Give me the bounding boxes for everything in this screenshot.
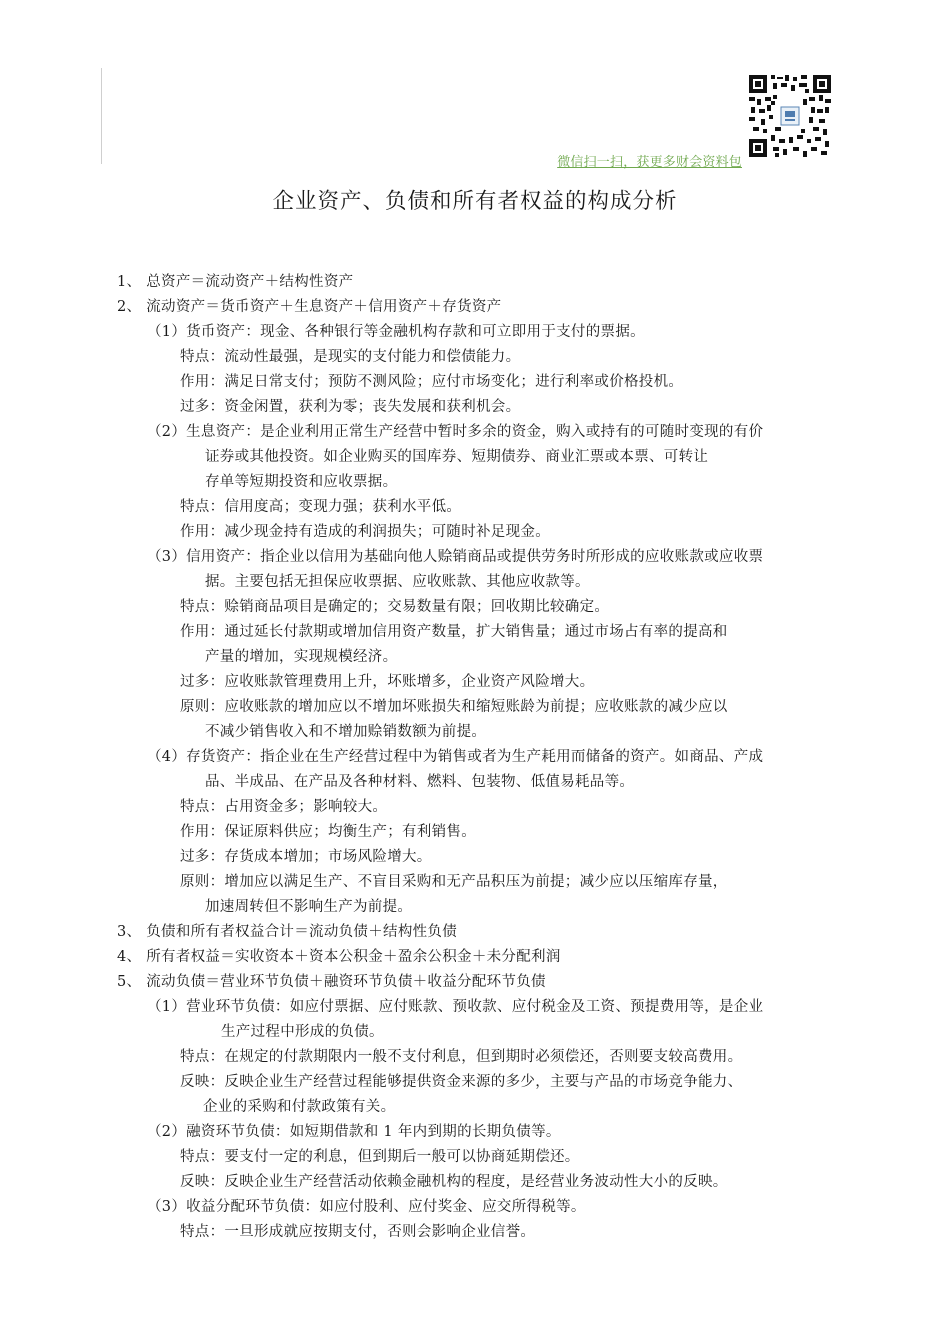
text-line: 过多：存货成本增加；市场风险增大。 — [180, 849, 432, 865]
qr-caption-link[interactable]: 微信扫一扫，获更多财会资料包 — [557, 155, 742, 170]
text-line: （3）信用资产：指企业以信用为基础向他人赊销商品或提供劳务时所形成的应收账款或应收票 — [147, 549, 764, 565]
text-line: （3）收益分配环节负债：如应付股利、应付奖金、应交所得税等。 — [147, 1199, 586, 1215]
text-line: （4）存货资产：指企业在生产经营过程中为销售或者为生产耗用而储备的资产。如商品、产成 — [147, 749, 764, 765]
text-line: 2、 流动资产＝货币资产＋生息资产＋信用资产＋存货资产 — [117, 299, 502, 315]
margin-line — [101, 68, 102, 164]
text-line: 特点：赊销商品项目是确定的；交易数量有限；回收期比较确定。 — [180, 599, 610, 615]
text-line: 证券或其他投资。如企业购买的国库券、短期债券、商业汇票或本票、可转让 — [205, 449, 709, 465]
text-line: 特点：一旦形成就应按期支付，否则会影响企业信誉。 — [180, 1224, 536, 1240]
text-line: 生产过程中形成的负债。 — [221, 1024, 384, 1040]
text-line: 原则：应收账款的增加应以不增加坏账损失和缩短账龄为前提；应收账款的减少应以 — [180, 699, 728, 715]
text-line: 反映：反映企业生产经营过程能够提供资金来源的多少，主要与产品的市场竞争能力、 — [180, 1074, 743, 1090]
text-line: 3、 负债和所有者权益合计＝流动负债＋结构性负债 — [117, 924, 458, 940]
text-line: 过多：应收账款管理费用上升，坏账增多，企业资产风险增大。 — [180, 674, 595, 690]
text-line: 过多：资金闲置，获利为零；丧失发展和获利机会。 — [180, 399, 521, 415]
text-line: 特点：信用度高；变现力强；获利水平低。 — [180, 499, 462, 515]
text-line: 加速周转但不影响生产为前提。 — [205, 899, 413, 915]
text-line: 1、 总资产＝流动资产＋结构性资产 — [117, 274, 354, 290]
text-line: （2）融资环节负债：如短期借款和 1 年内到期的长期负债等。 — [147, 1124, 561, 1140]
text-line: 存单等短期投资和应收票据。 — [205, 474, 398, 490]
text-line: 品、半成品、在产品及各种材料、燃料、包装物、低值易耗品等。 — [205, 774, 635, 790]
text-line: 5、 流动负债＝营业环节负债＋融资环节负债＋收益分配环节负债 — [117, 974, 546, 990]
text-line: （2）生息资产：是企业利用正常生产经营中暂时多余的资金，购入或持有的可随时变现的有价 — [147, 424, 764, 440]
text-line: 作用：通过延长付款期或增加信用资产数量，扩大销售量；通过市场占有率的提高和 — [180, 624, 728, 640]
text-line: 特点：要支付一定的利息，但到期后一般可以协商延期偿还。 — [180, 1149, 580, 1165]
text-line: （1）营业环节负债：如应付票据、应付账款、预收款、应付税金及工资、预提费用等，是企业 — [147, 999, 764, 1015]
qr-code-icon — [749, 75, 831, 157]
text-line: 企业的采购和付款政策有关。 — [203, 1099, 396, 1115]
text-line: 作用：满足日常支付；预防不测风险；应付市场变化；进行利率或价格投机。 — [180, 374, 684, 390]
text-line: 据。主要包括无担保应收票据、应收账款、其他应收款等。 — [205, 574, 590, 590]
text-line: （1）货币资产：现金、各种银行等金融机构存款和可立即用于支付的票据。 — [147, 324, 645, 340]
text-line: 原则：增加应以满足生产、不盲目采购和无产品积压为前提；减少应以压缩库存量， — [180, 874, 728, 890]
page-title: 企业资产、负债和所有者权益的构成分析 — [272, 189, 678, 214]
text-line: 特点：流动性最强，是现实的支付能力和偿债能力。 — [180, 349, 521, 365]
text-line: 不减少销售收入和不增加赊销数额为前提。 — [205, 724, 487, 740]
text-line: 反映：反映企业生产经营活动依赖金融机构的程度，是经营业务波动性大小的反映。 — [180, 1174, 728, 1190]
text-line: 特点：占用资金多；影响较大。 — [180, 799, 388, 815]
text-line: 4、 所有者权益＝实收资本＋资本公积金＋盈余公积金＋未分配利润 — [117, 949, 561, 965]
text-line: 作用：减少现金持有造成的利润损失；可随时补足现金。 — [180, 524, 550, 540]
text-line: 作用：保证原料供应；均衡生产；有利销售。 — [180, 824, 476, 840]
text-line: 特点：在规定的付款期限内一般不支付利息，但到期时必须偿还，否则要支较高费用。 — [180, 1049, 743, 1065]
text-line: 产量的增加，实现规模经济。 — [205, 649, 398, 665]
